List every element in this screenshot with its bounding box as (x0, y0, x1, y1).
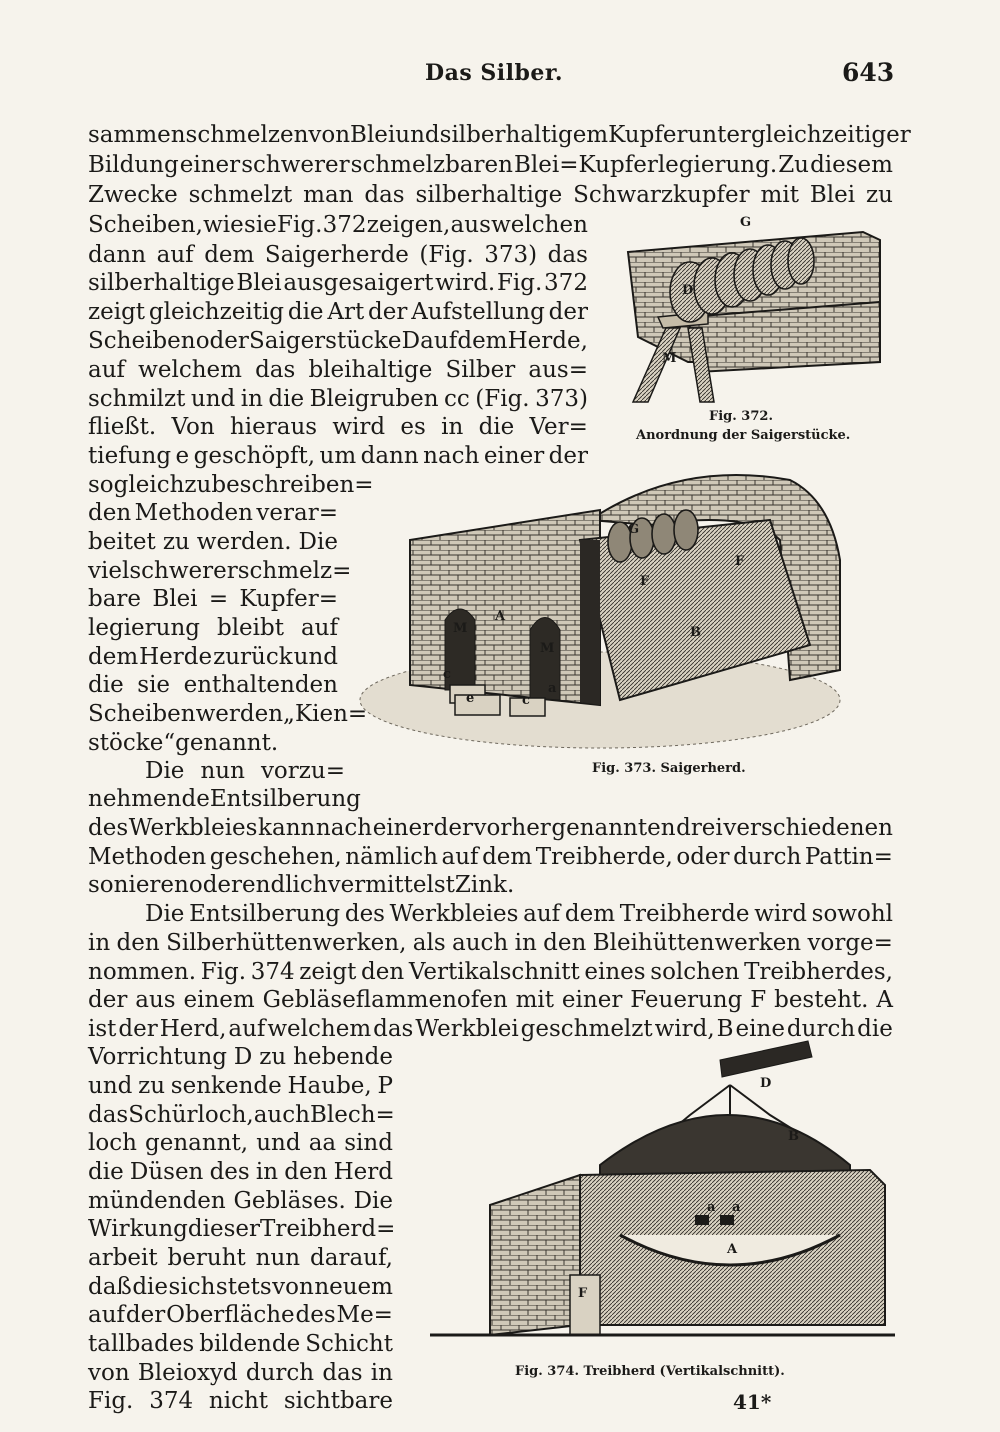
text-line: zeigt gleichzeitig die Art der Aufstellung der (88, 299, 588, 325)
text-line: mündenden Gebläses. Die (88, 1188, 393, 1214)
text-line: Scheiben oder Saigerstücke D auf dem Herde, (88, 328, 588, 354)
text-line: nehmende Entsilberung (88, 786, 361, 812)
text-line: in den Silberhüttenwerken, als auch in den Bleihüttenwerken vorge= (88, 930, 893, 956)
fig372-label-d: D (682, 283, 694, 298)
text-line: und zu senkende Haube, P (88, 1073, 393, 1099)
text-line: fließt. Von hieraus wird es in die Ver= (88, 414, 588, 440)
fig373-label-b: B (690, 625, 701, 640)
fig373-label-c2: c (522, 693, 530, 708)
text-line: Vorrichtung D zu hebende (88, 1044, 393, 1070)
fig373-label-a1: A (495, 609, 506, 624)
running-head: Das Silber. (425, 60, 564, 86)
text-line: bare Blei = Kupfer= (88, 586, 338, 612)
text-line: tallbades bildende Schicht (88, 1331, 393, 1357)
fig373-label-c1: c (443, 667, 451, 682)
text-line: das Schürloch, auch Blech= (88, 1102, 395, 1128)
fig372-caption-number: Fig. 372. (709, 409, 773, 424)
fig373-label-m1: M (453, 621, 468, 636)
fig374-label-a-top2: a (732, 1200, 741, 1215)
signature-mark: 41* (733, 1390, 772, 1414)
text-line: auf der Oberfläche des Me= (88, 1302, 393, 1328)
text-line: sogleich zu beschreiben= (88, 472, 374, 498)
text-line: Die nun vorzu= (145, 758, 345, 784)
fig373-label-f2: F (735, 554, 745, 569)
fig373-label-a2: a (548, 681, 557, 696)
fig373-caption: Fig. 373. Saigerherd. (592, 761, 746, 776)
text-line: von Bleioxyd durch das in (88, 1360, 393, 1386)
page-number: 643 (842, 58, 895, 87)
fig373-label-f1: F (640, 574, 650, 589)
text-line: loch genannt, und aa sind (88, 1130, 393, 1156)
text-line: der aus einem Gebläseflammenofen mit einer Feuerung F besteht. A (88, 987, 893, 1013)
fig372-caption-title: Anordnung der Saigerstücke. (636, 428, 851, 443)
text-line: Wirkung dieser Treibherd= (88, 1216, 396, 1242)
text-line: Scheiben, wie sie Fig. 372 zeigen, aus welchen (88, 212, 588, 238)
text-line: Zwecke schmelzt man das silberhaltige Schwarzkupfer mit Blei zu (88, 182, 893, 208)
figure-373 (350, 470, 870, 755)
text-line: stöcke“ genannt. (88, 730, 279, 756)
text-line: sonieren oder endlich vermittelst Zink. (88, 872, 515, 898)
text-line: die sie enthaltenden (88, 672, 338, 698)
text-line: den Methoden verar= (88, 500, 338, 526)
fig374-label-a-main: A (727, 1242, 738, 1257)
fig374-label-f: F (578, 1286, 588, 1301)
text-line: auf welchem das bleihaltige Silber aus= (88, 357, 588, 383)
text-line: tiefung e geschöpft, um dann nach einer der (88, 443, 588, 469)
text-line: Fig. 374 nicht sichtbare (88, 1388, 393, 1414)
text-line: des Werkbleies kann nach einer der vorher genannten drei verschiedenen (88, 815, 893, 841)
fig373-label-m2: M (540, 641, 555, 656)
fig372-label-g: G (740, 215, 752, 230)
text-line: daß die sich stets von neuem (88, 1274, 393, 1300)
text-line: viel schwerer schmelz= (88, 558, 352, 584)
fig372-label-m: M (662, 351, 677, 366)
fig374-label-d: D (760, 1076, 772, 1091)
figure-374 (420, 1035, 900, 1345)
fig374-label-b: B (788, 1129, 799, 1144)
fig373-label-e: e (466, 691, 475, 706)
fig374-caption: Fig. 374. Treibherd (Vertikalschnitt). (515, 1364, 785, 1379)
text-line: die Düsen des in den Herd (88, 1159, 393, 1185)
text-line: dem Herde zurück und (88, 644, 338, 670)
text-line: legierung bleibt auf (88, 615, 338, 641)
text-line: ist der Herd, auf welchem das Werkblei geschmelzt wird, B eine durch die (88, 1016, 893, 1042)
fig373-label-g: G (628, 522, 640, 537)
text-line: silberhaltige Blei ausgesaigert wird. Fig. 372 (88, 270, 588, 296)
text-line: Scheiben werden „Kien= (88, 701, 368, 727)
text-line: Methoden geschehen, nämlich auf dem Treibherde, oder durch Pattin= (88, 844, 893, 870)
text-line: Bildung einer schwerer schmelzbaren Blei=Kupferlegierung. Zu diesem (88, 152, 893, 178)
fig374-label-a-top1: a (707, 1200, 716, 1215)
text-line: sammenschmelzen von Blei und silberhaltigem Kupfer unter gleichzeitiger (88, 122, 911, 148)
text-line: nommen. Fig. 374 zeigt den Vertikalschnitt eines solchen Treibherdes, (88, 959, 893, 985)
text-line: Die Entsilberung des Werkbleies auf dem Treibherde wird sowohl (145, 901, 893, 927)
figure-372 (618, 212, 888, 412)
text-line: arbeit beruht nun darauf, (88, 1245, 393, 1271)
text-line: dann auf dem Saigerherde (Fig. 373) das (88, 242, 588, 268)
text-line: beitet zu werden. Die (88, 529, 338, 555)
text-line: schmilzt und in die Bleigruben cc (Fig. 373) (88, 386, 588, 412)
